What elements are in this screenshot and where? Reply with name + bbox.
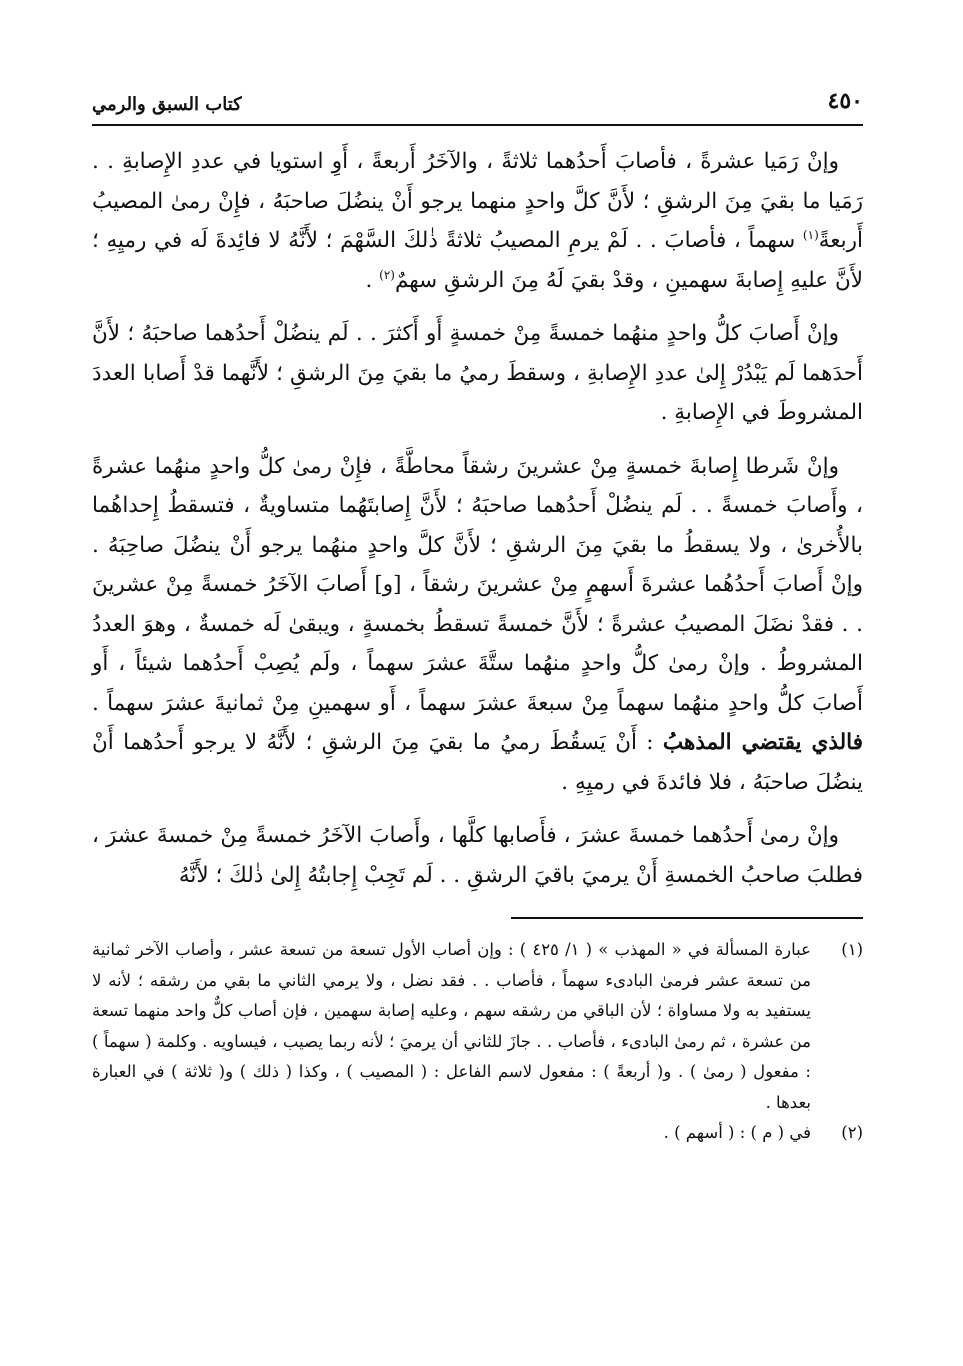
- book-page: [92, 88, 863, 1318]
- paragraph-1-text-c: .: [365, 267, 380, 293]
- footnote-1: [92, 935, 863, 1118]
- paragraph-3-text-b: : أَنْ يَسقُطَ رميُ ما بقيَ مِنَ الرشقِ ؛ لأَنَّهُ لا يرجو أَحدُهما أَنْ ينضُلَ صاحبَهُ ، فلا فائدةَ في رميِهِ .: [92, 730, 863, 795]
- paragraph-1-text-b: سهماً ، فأصابَ . . لَمْ يرمِ المصيبُ ثلاثةً ذٰلكَ السَّهْمَ ؛ لأَنَّهُ لا فائِدةَ لَه في رميِهِ ؛ لأَنَّ عليهِ إِصابةَ سهمينِ ، وقدْ بقيَ لَهُ مِنَ الرشقِ سهمٌ: [92, 228, 863, 293]
- running-title: كتاب السبق والرمي: [92, 94, 242, 115]
- footnote-text: عبارة المسألة في « المهذب » ( ١/ ٤٢٥ ) : وإن أصاب الأول تسعة من تسعة عشر ، وأصاب الآخر ثمانية من تسعة عشر فرمىٰ البادىء سهماً ، فأصاب . . فقد نضل ، ولا يرمي الثاني ما بقي من رشقه ؛ لأنه لا يستفيد به ولا مساواة ؛ لأن الباقي من رشقه سهم ، وعليه إصابة سهمين ، فإن أصاب كلٌّ واحد منهما تسعة من عشرة ، ثم رمىٰ البادىء ، فأصاب . . جازَ للثاني أن يرميَ ؛ لأنه ربما يصيب ، فيساويه . وكلمة ( سهماً ) : مفعول ( رمىٰ ) . و( أربعةً ) : مفعول لاسم الفاعل : ( المصيب ) ، وكذا ( ذلك ) و( ثلاثة ) في العبارة بعدها .: [92, 940, 812, 1112]
- footnote-number: (١): [841, 940, 863, 959]
- page-header: [92, 88, 863, 126]
- footnotes: [92, 935, 863, 1149]
- footnote-ref-1[interactable]: (١): [802, 227, 819, 242]
- madhhab-ruling-heading: فالذي يقتضي المذهبُ: [662, 730, 863, 755]
- footnote-number: (٢): [841, 1123, 863, 1142]
- footnote-2: [92, 1118, 863, 1149]
- paragraph-2: وإنْ أَصابَ كلُّ واحدٍ منهُما خمسةً مِنْ خمسةٍ أَو أَكثرَ . . لَم ينضُلْ أَحدُهما صاحبَهُ ؛ لأَنَّ أَحدَهما لَم يَبْدُرْ إِلىٰ عددِ الإِصابةِ ، وسقطَ رميُ ما بقيَ مِنَ الرشقِ ؛ لأَنَّهما قدْ أَصابا العددَ المشروطَ في الإِصابةِ .: [92, 321, 863, 425]
- paragraph-1-text-a: وإنْ رَمَيا عشرةً ، فأصابَ أَحدُهما ثلاثةً ، والآخَرُ أَربعةً ، أَوِ استويا في عددِ الإِصابةِ . . رَمَيا ما بقيَ مِنَ الرشقِ ؛ لأَنَّ كلَّ واحدٍ منهما يرجو أَنْ ينضُلَ صاحبَهُ ، فإِنْ رمىٰ المصيبُ أَربعةً: [92, 149, 863, 253]
- paragraph-3: [92, 447, 863, 803]
- footnote-ref-2[interactable]: (٢): [379, 267, 395, 282]
- footnote-text: في ( م ) : ( أسهم ) .: [663, 1123, 811, 1142]
- main-text: [92, 142, 863, 895]
- paragraph-3-text-a: وإنْ شَرطا إِصابةَ خمسةٍ مِنْ عشرينَ رشقاً محاطَّةً ، فإِنْ رمىٰ كلُّ واحدٍ منهُما عشرةً ، وأَصابَ خمسةً . . لَم ينضُلْ أَحدُهما صاحبَهُ ؛ لأَنَّ إِصابتَهُما متساويةٌ ، فتسقطُ إِحداهُما بالأُخرىٰ ، ولا يسقطُ ما بقيَ مِنَ الرشقِ ؛ لأَنَّ كلَّ واحدٍ منهُما يرجو أَنْ ينضُلَ صاحِبَهُ . وإنْ أَصابَ أَحدُهُما عشرةَ أَسهمٍ مِنْ عشرينَ رشقاً ، [و] أَصابَ الآخَرُ خمسةً مِنْ عشرينَ . . فقدْ نضَلَ المصيبُ عشرةً ؛ لأَنَّ خمسةً تسقطُ بخمسةٍ ، ويبقىٰ لَه خمسةٌ ، وهوَ العددُ المشروطُ . وإنْ رمىٰ كلُّ واحدٍ منهُما ستَّةَ عشرَ سهماً ، ولَم يُصِبْ أَحدُهما شيئاً ، أَو أَصابَ كلُّ واحدٍ منهُما سهماً مِنْ سبعةَ عشرَ سهماً ، أَو سهمينِ مِنْ ثمانيةَ عشرَ سهماً .: [92, 453, 863, 716]
- footnote-separator: [511, 917, 863, 919]
- paragraph-4: وإنْ رمىٰ أَحدُهما خمسةَ عشرَ ، فأَصابها كلَّها ، وأَصابَ الآخَرُ خمسةً مِنْ خمسةَ عشرَ ، فطلبَ صاحبُ الخمسةِ أَنْ يرميَ باقيَ الرشقِ . . لَم تَجِبْ إِجابتُهُ إِلىٰ ذٰلكَ ؛ لأَنَّهُ: [92, 823, 863, 888]
- paragraph-1: [92, 142, 863, 300]
- page-number: ٤٥٠: [827, 88, 863, 114]
